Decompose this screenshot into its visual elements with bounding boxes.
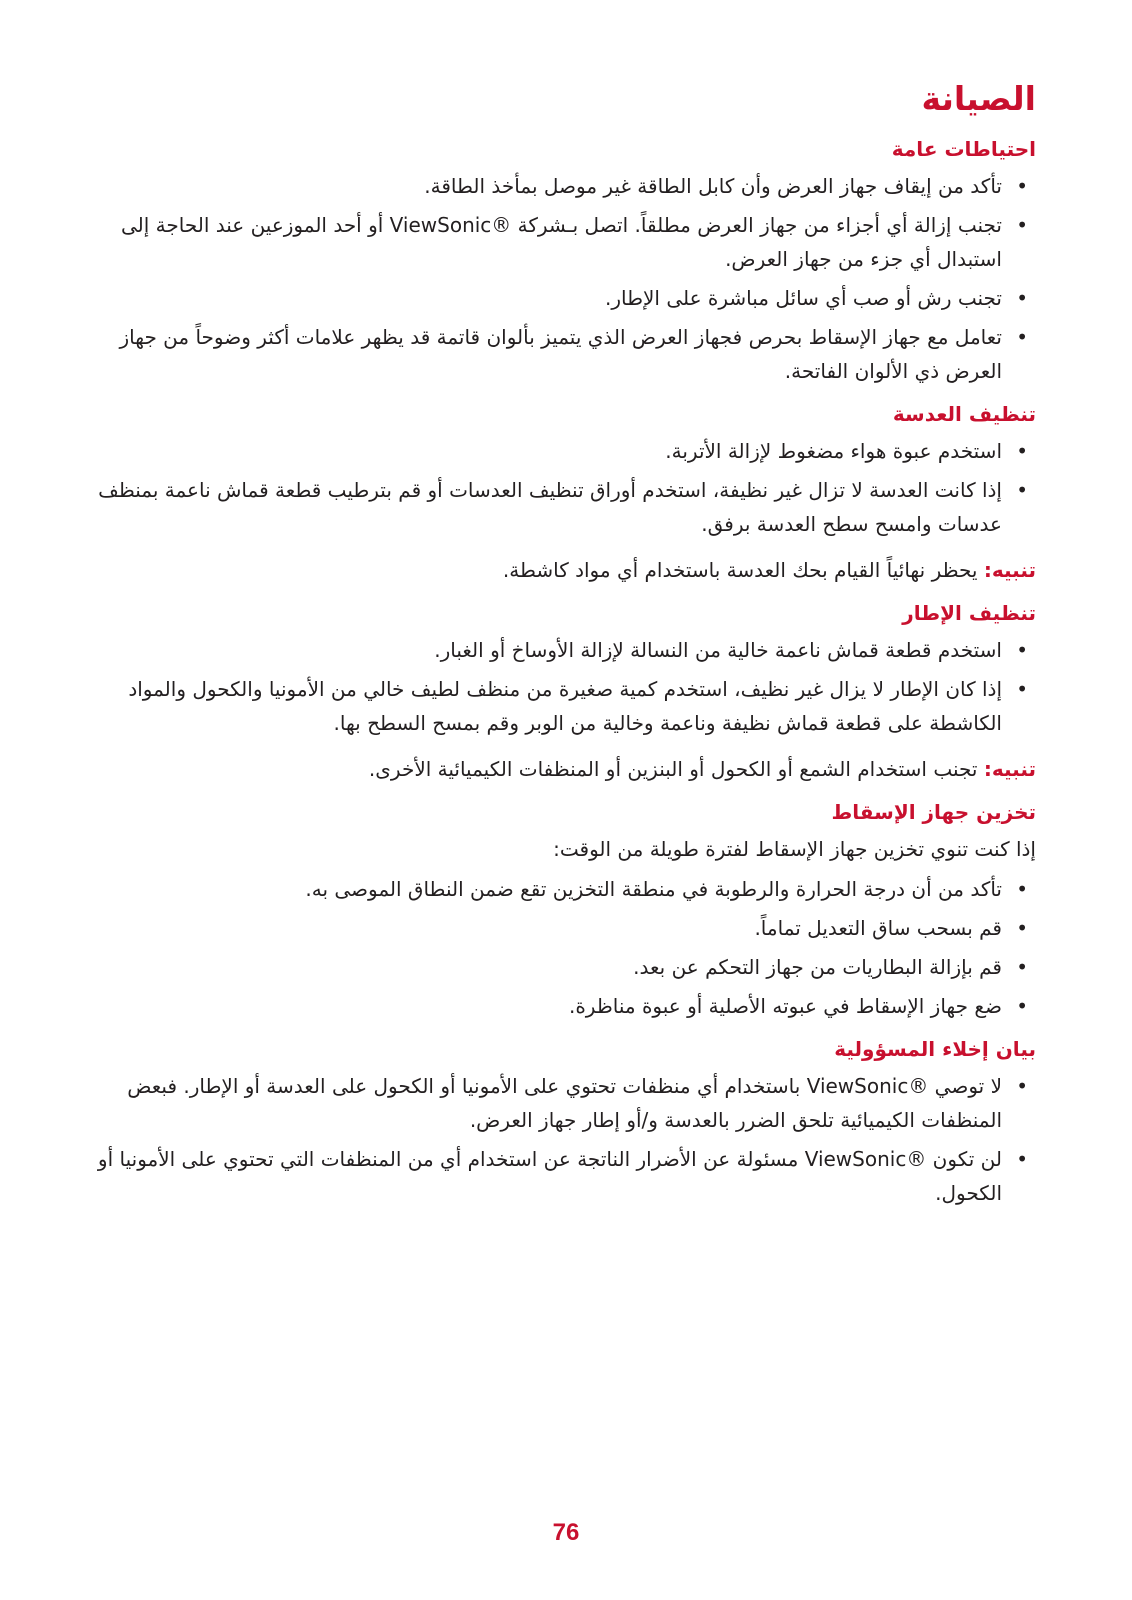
caution-label: تنبيه: bbox=[983, 756, 1036, 781]
lens-caution-note bbox=[88, 553, 1036, 587]
list-item: • ضع جهاز الإسقاط في عبوته الأصلية أو عبوة مناظرة. bbox=[88, 989, 1036, 1023]
disclaimer-list bbox=[88, 1069, 1036, 1210]
section-heading-lens: تنظيف العدسة bbox=[892, 401, 1036, 426]
page-title: الصيانة bbox=[921, 79, 1036, 118]
page-number: 76 bbox=[552, 1519, 580, 1546]
list-item: • تجنب إزالة أي أجزاء من جهاز العرض مطلقاً. اتصل بـشركة ®ViewSonic أو أحد الموزعين عند الحاجة إلى استبدال أي جزء من جهاز العرض. bbox=[88, 208, 1036, 276]
storage-list bbox=[88, 872, 1036, 1023]
storage-intro: إذا كنت تنوي تخزين جهاز الإسقاط لفترة طويلة من الوقت: bbox=[553, 836, 1036, 861]
list-item: • تأكد من أن درجة الحرارة والرطوبة في منطقة التخزين تقع ضمن النطاق الموصى به. bbox=[88, 872, 1036, 906]
list-item: • تجنب رش أو صب أي سائل مباشرة على الإطار. bbox=[88, 281, 1036, 315]
caution-text: يحظر نهائياً القيام بحك العدسة باستخدام أي مواد كاشطة. bbox=[502, 557, 984, 582]
general-list bbox=[88, 169, 1036, 388]
section-heading-storage: تخزين جهاز الإسقاط bbox=[831, 799, 1036, 824]
frame-list bbox=[88, 633, 1036, 740]
list-item: • إذا كان الإطار لا يزال غير نظيف، استخدم كمية صغيرة من منظف لطيف خالي من الأمونيا والكحول والمواد الكاشطة على قطعة قماش نظيفة وناعمة وخالية من الوبر وقم بمسح السطح بها. bbox=[88, 672, 1036, 740]
list-item: • لا توصي ®ViewSonic باستخدام أي منظفات تحتوي على الأمونيا أو الكحول على العدسة أو الإطار. فبعض المنظفات الكيميائية تلحق الضرر بالعدسة و/أو إطار جهاز العرض. bbox=[88, 1069, 1036, 1137]
list-item: • استخدم قطعة قماش ناعمة خالية من النسالة لإزالة الأوساخ أو الغبار. bbox=[88, 633, 1036, 667]
frame-caution-note bbox=[88, 752, 1036, 786]
page-content bbox=[88, 70, 1036, 1215]
list-item: • استخدم عبوة هواء مضغوط لإزالة الأتربة. bbox=[88, 434, 1036, 468]
list-item: • قم بسحب ساق التعديل تماماً. bbox=[88, 911, 1036, 945]
list-item: • إذا كانت العدسة لا تزال غير نظيفة، استخدم أوراق تنظيف العدسات أو قم بترطيب قطعة قماش ناعمة بمنظف عدسات وامسح سطح العدسة برفق. bbox=[88, 473, 1036, 541]
section-heading-disclaimer: بيان إخلاء المسؤولية bbox=[834, 1036, 1036, 1061]
list-item: • قم بإزالة البطاريات من جهاز التحكم عن بعد. bbox=[88, 950, 1036, 984]
list-item: • تأكد من إيقاف جهاز العرض وأن كابل الطاقة غير موصل بمأخذ الطاقة. bbox=[88, 169, 1036, 203]
section-heading-general: احتياطات عامة bbox=[891, 136, 1036, 161]
list-item: • لن تكون ®ViewSonic مسئولة عن الأضرار الناتجة عن استخدام أي من المنظفات التي تحتوي على الأمونيا أو الكحول. bbox=[88, 1142, 1036, 1210]
section-heading-frame: تنظيف الإطار bbox=[902, 600, 1036, 625]
list-item: • تعامل مع جهاز الإسقاط بحرص فجهاز العرض الذي يتميز بألوان قاتمة قد يظهر علامات أكثر وضوحاً من جهاز العرض ذي الألوان الفاتحة. bbox=[88, 320, 1036, 388]
lens-list bbox=[88, 434, 1036, 541]
caution-label: تنبيه: bbox=[983, 557, 1036, 582]
caution-text: تجنب استخدام الشمع أو الكحول أو البنزين أو المنظفات الكيميائية الأخرى. bbox=[368, 756, 984, 781]
